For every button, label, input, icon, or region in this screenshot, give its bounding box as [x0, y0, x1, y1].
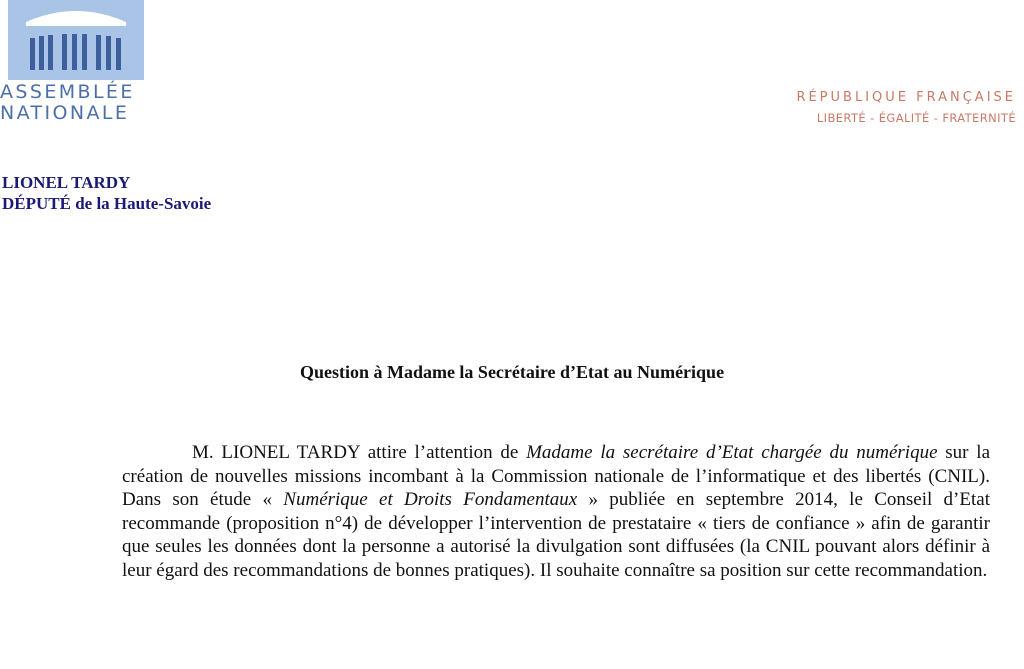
republic-motto: LIBERTÉ - ÉGALITÉ - FRATERNITÉ: [816, 111, 1016, 125]
body-text-1: M. LIONEL TARDY attire l’attention de: [192, 442, 527, 463]
body-text-3: » publiée en septembre 2014, le Conseil d’Etat recommande (proposition n°4) de développer l’intervention de prestataire « tiers de confiance » afin de garantir que seules les données dont la personne a autorisé la divulgation sont diffusées (la CNIL pouvant alors définir à leur égard des recommandations de bonnes pratiques). Il souhaite connaître sa position sur cette recommandation.: [122, 489, 990, 581]
author-name: LIONEL TARDY: [2, 173, 131, 192]
author-block: [2, 172, 211, 214]
republic-name: RÉPUBLIQUE FRANÇAISE: [796, 90, 1016, 105]
body-italic-addressee: Madame la secrétaire d’Etat chargée du numérique: [526, 442, 938, 463]
republic-header: [796, 88, 1016, 128]
assemblee-logo-text: [0, 82, 135, 124]
author-title: DÉPUTÉ de la Haute-Savoie: [2, 194, 212, 213]
logo-line-2: NATIONALE: [0, 102, 130, 124]
assemblee-logo-emblem: [8, 0, 144, 80]
question-body: [122, 441, 990, 583]
hemicycle-icon: [20, 4, 132, 76]
body-text-2: sur la création de nouvelles missions incombant à la Commission nationale de l’informatique et des libertés (CNIL). Dans son étude «: [122, 442, 990, 511]
question-paragraph: [122, 441, 990, 583]
body-italic-study-title: Numérique et Droits Fondamentaux: [283, 489, 578, 511]
question-title: Question à Madame la Secrétaire d’Etat au Numérique: [299, 362, 725, 382]
logo-line-1: ASSEMBLÉE: [0, 81, 135, 103]
